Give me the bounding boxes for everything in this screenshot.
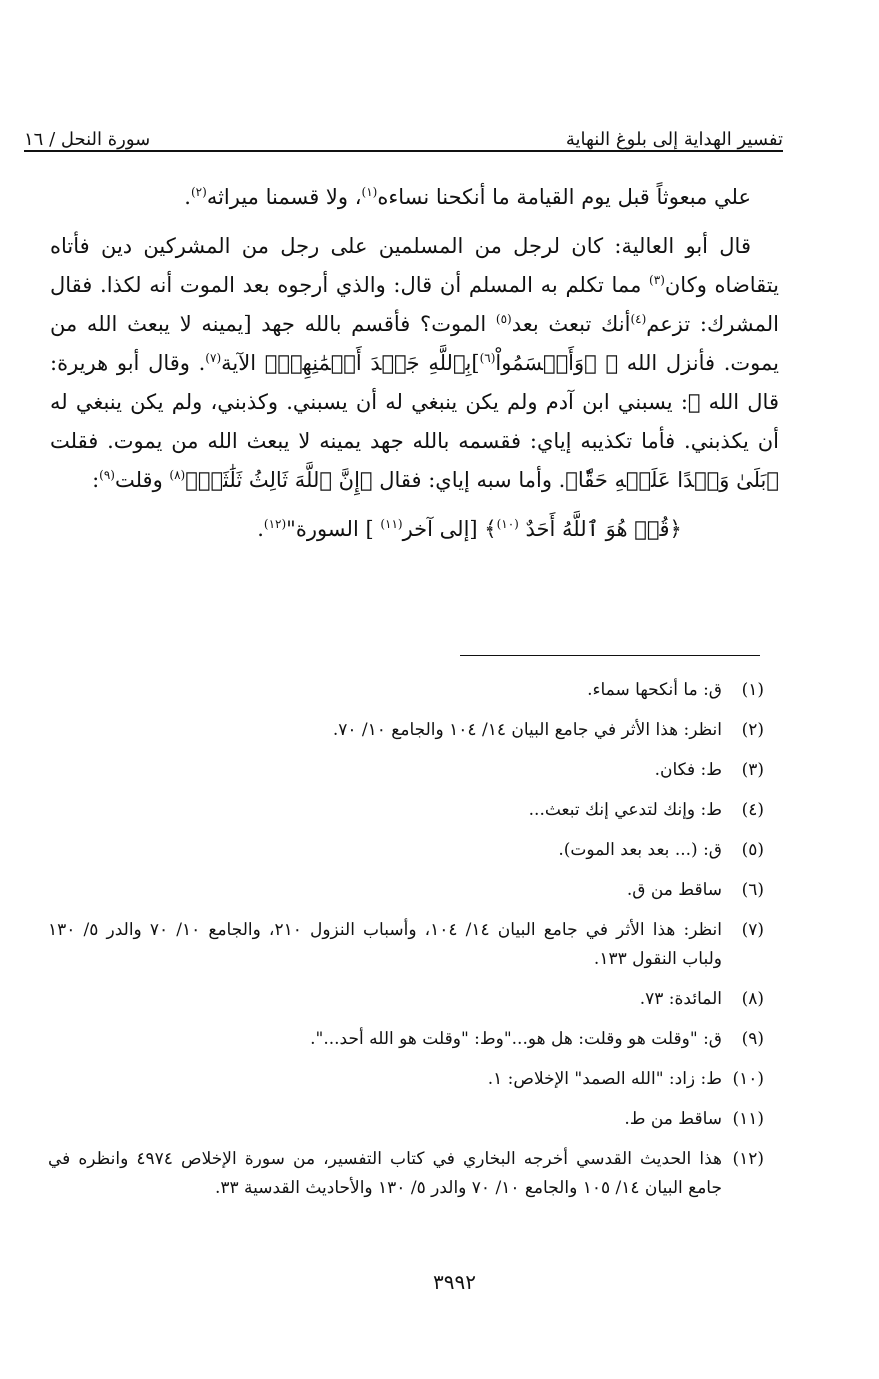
footnote-text: هذا الحديث القدسي أخرجه البخاري في كتاب التفسير، من سورة الإخلاص ٤٩٧٤ وانظره في جامع البيان ١٤/ ١٠٥ والجامع ١٠/ ٧٠ والدر ٥/ ١٣٠ والأحاديث القدسية ٣٣.: [48, 1149, 722, 1198]
footnote-marker: (٨): [169, 468, 186, 482]
text-run: ]بِٱللَّهِ جَهۡدَ أَيۡمَٰنِهِمۡ﴾ الآية: [221, 351, 480, 375]
footnote-item: [48, 985, 764, 1014]
book-title: تفسير الهداية إلى بلوغ النهاية: [565, 129, 783, 150]
footnote-marker: (٦): [479, 351, 496, 365]
footnote-item: [48, 756, 764, 785]
running-header: [24, 110, 783, 150]
footnote-text: ط: وإنك لتدعي إنك تبعث...: [528, 800, 722, 820]
footnote-text: ق: (... بعد بعد الموت).: [558, 840, 722, 860]
footnote-number: (١): [741, 680, 764, 700]
footnote-item: [48, 836, 764, 865]
footnote-text: ساقط من ط.: [624, 1109, 722, 1129]
text-run: ﴾ [إلى آخر: [402, 517, 497, 541]
footnote-number: (٨): [741, 989, 764, 1009]
footnote-text: ط: زاد: "الله الصمد" الإخلاص: ١.: [487, 1069, 722, 1089]
footnote-marker: (١١): [380, 517, 403, 531]
surah-label: سورة النحل / ١٦: [24, 129, 151, 150]
footnote-text: ق: "وقلت هو وقلت: هل هو..."وط: "وقلت هو الله أحد...".: [310, 1029, 722, 1049]
footnote-text: انظر: هذا الأثر في جامع البيان ١٤/ ١٠٤ والجامع ١٠/ ٧٠.: [332, 720, 722, 740]
text-run: .: [257, 517, 264, 541]
footnotes-list: [48, 676, 764, 1214]
footnote-item: [48, 1105, 764, 1134]
text-run: الموت؟ فأقسم بالله جهد [يمينه لا يبعث الله من يموت. فأنزل الله ﷻ ﴿وَأَقۡسَمُواْ: [50, 312, 779, 375]
footnote-text: المائدة: ٧٣.: [639, 989, 722, 1009]
footnote-item: [48, 1145, 764, 1203]
text-run: علي مبعوثاً قبل يوم القيامة ما أنكحنا نساءه: [377, 185, 751, 209]
footnote-item: [48, 876, 764, 905]
footnote-number: (٧): [741, 920, 764, 940]
footnote-item: [48, 676, 764, 705]
footnote-marker: (٤): [630, 312, 647, 326]
body-paragraph: [50, 510, 779, 549]
text-run: .: [184, 185, 191, 209]
footnote-marker: (٣): [649, 273, 665, 287]
footnote-number: (١٢): [732, 1149, 764, 1169]
footnote-marker: (١): [361, 185, 378, 199]
body-paragraph: [50, 227, 779, 500]
footnote-number: (٢): [741, 720, 764, 740]
text-run: . وقال أبو هريرة: قال الله ﷻ: يسبني ابن آدم ولم يكن ينبغي له أن يسبني. وكذبني، ولم يكن ينبغي له أن يكذبني. فأما تكذيبه إياي: فقسمه بالله جهد يمينه لا يبعث الله من يموت. فقلت ﴿بَلَىٰ وَعۡدًا عَلَيۡهِ حَقّٗا﴾. وأما سبه إياي: فقال ﴿إِنَّ ٱللَّهَ ثَالِثُ ثَلَٰثَةٖ﴾: [50, 351, 779, 492]
footnote-number: (٣): [741, 760, 764, 780]
text-run: مما تكلم به المسلم أن قال: والذي أرجوه بعد الموت أنه لكذا. فقال المشرك: تزعم: [50, 273, 779, 336]
footnote-marker: (٥): [495, 312, 512, 326]
text-run: قال أبو العالية: كان لرجل من المسلمين على رجل من المشركين دين فأتاه يتقاضاه وكان: [50, 234, 779, 297]
header-divider: [24, 150, 783, 152]
text-run: :: [92, 468, 100, 492]
footnote-marker: (٩): [99, 468, 115, 482]
footnote-item: [48, 1025, 764, 1054]
footnote-divider: [460, 655, 760, 656]
footnote-marker: (١٠): [496, 517, 519, 531]
footnote-item: [48, 1065, 764, 1094]
text-run: ، ولا قسمنا ميراثه: [206, 185, 362, 209]
footnote-number: (١٠): [732, 1069, 764, 1089]
footnote-number: (٦): [741, 880, 764, 900]
text-run: وقلت: [114, 468, 170, 492]
footnote-item: [48, 716, 764, 745]
text-run: ﴿قُلۡ هُوَ ٱللَّهُ أَحَدٌ: [518, 517, 682, 541]
footnote-item: [48, 916, 764, 974]
footnote-number: (٩): [741, 1029, 764, 1049]
footnote-number: (٤): [741, 800, 764, 820]
footnote-marker: (٢): [190, 185, 207, 199]
body-paragraph: [50, 178, 779, 217]
footnote-text: ط: فكان.: [654, 760, 722, 780]
footnote-number: (٥): [741, 840, 764, 860]
text-run: ] السورة": [286, 517, 381, 541]
footnote-text: انظر: هذا الأثر في جامع البيان ١٤/ ١٠٤، وأسباب النزول ٢١٠، والجامع ١٠/ ٧٠ والدر ٥/ ١٣٠ ولباب النقول ١٣٣.: [48, 920, 723, 969]
footnote-text: ساقط من ق.: [626, 880, 722, 900]
footnote-number: (١١): [732, 1109, 764, 1129]
footnote-text: ق: ما أنكحها سماء.: [587, 680, 722, 700]
footnote-marker: (٧): [205, 351, 222, 365]
main-text: [50, 168, 779, 549]
footnote-item: [48, 796, 764, 825]
text-run: أنك تبعث بعد: [511, 312, 631, 336]
page-number: ٣٩٩٢: [433, 1270, 476, 1294]
footnote-marker: (١٢): [263, 517, 287, 531]
